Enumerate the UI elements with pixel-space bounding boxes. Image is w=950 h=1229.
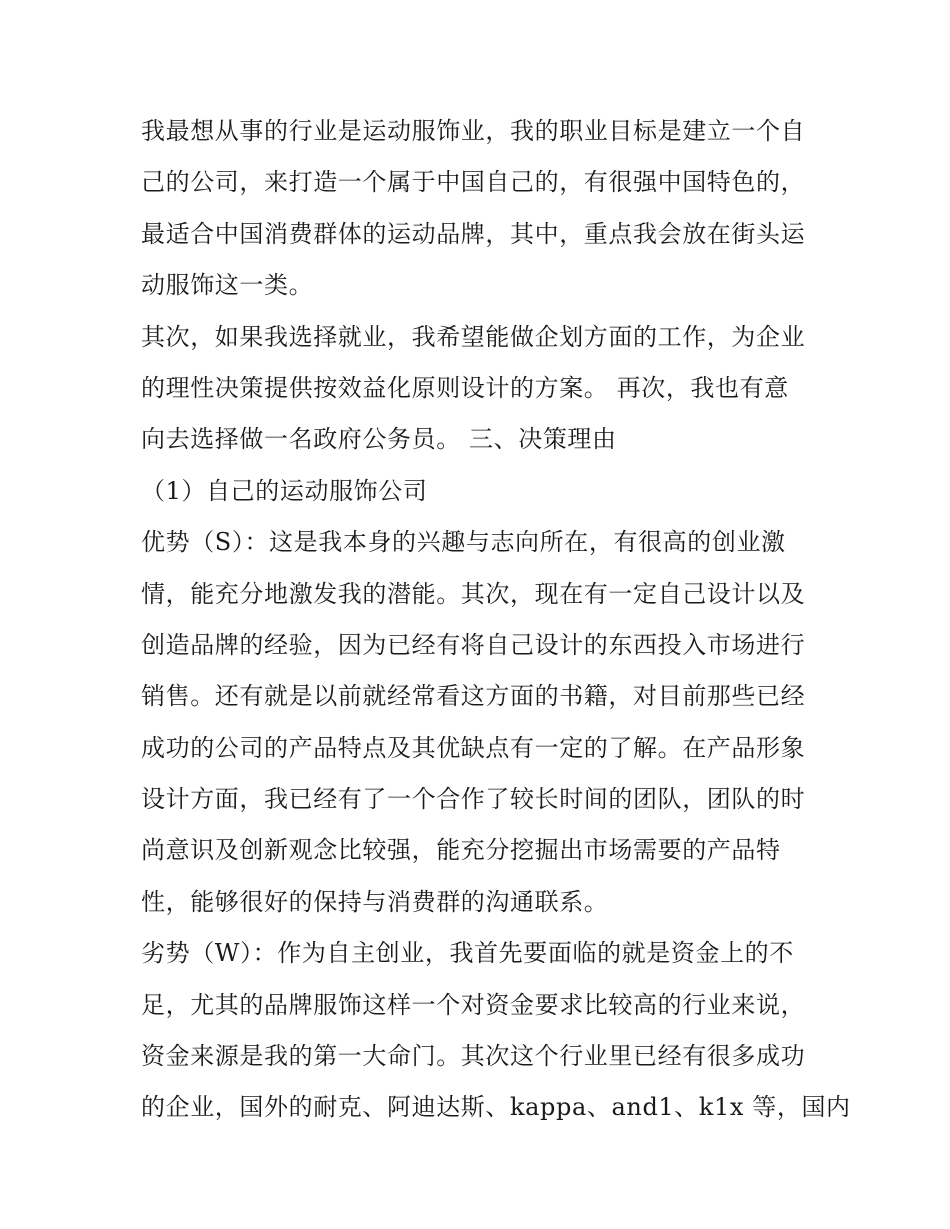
text-line: 资金来源是我的第一大命门。其次这个行业里已经有很多成功 bbox=[141, 1042, 806, 1071]
text-line: 的理性决策提供按效益化原则设计的方案。 再次，我也有意 bbox=[141, 373, 789, 402]
text-line: 己的公司，来打造一个属于中国自己的，有很强中国特色的， bbox=[141, 168, 806, 197]
text-line: 动服饰这一类。 bbox=[141, 271, 314, 300]
text-line: 的企业，国外的耐克、阿迪达斯、kappa、and1、k1x 等，国内 bbox=[141, 1093, 851, 1122]
text-line: 劣势（W）：作为自主创业，我首先要面临的就是资金上的不 bbox=[141, 939, 794, 968]
text-line: 足，尤其的品牌服饰这样一个对资金要求比较高的行业来说， bbox=[141, 990, 806, 1019]
text-line: 其次，如果我选择就业，我希望能做企划方面的工作，为企业 bbox=[141, 322, 806, 351]
text-line: 我最想从事的行业是运动服饰业，我的职业目标是建立一个自 bbox=[141, 117, 806, 145]
text-line: 情，能充分地激发我的潜能。其次，现在有一定自己设计以及 bbox=[141, 579, 806, 608]
text-line: 设计方面，我已经有了一个合作了较长时间的团队，团队的时 bbox=[141, 785, 806, 814]
text-line: 最适合中国消费群体的运动品牌，其中，重点我会放在街头运 bbox=[141, 219, 806, 248]
text-line: 尚意识及创新观念比较强，能充分挖掘出市场需要的产品特 bbox=[141, 836, 781, 865]
document-body bbox=[141, 106, 851, 1134]
text-line: 优势（S）：这是我本身的兴趣与志向所在，有很高的创业激 bbox=[141, 528, 786, 557]
text-line: 性，能够很好的保持与消费群的沟通联系。 bbox=[141, 887, 609, 916]
section-heading: （1）自己的运动服饰公司 bbox=[141, 476, 428, 505]
text-line: 成功的公司的产品特点及其优缺点有一定的了解。在产品形象 bbox=[141, 733, 806, 762]
text-line: 销售。还有就是以前就经常看这方面的书籍，对目前那些已经 bbox=[141, 682, 806, 711]
text-line: 向去选择做一名政府公务员。 三、决策理由 bbox=[141, 425, 617, 454]
text-line: 创造品牌的经验，因为已经有将自己设计的东西投入市场进行 bbox=[141, 630, 806, 659]
